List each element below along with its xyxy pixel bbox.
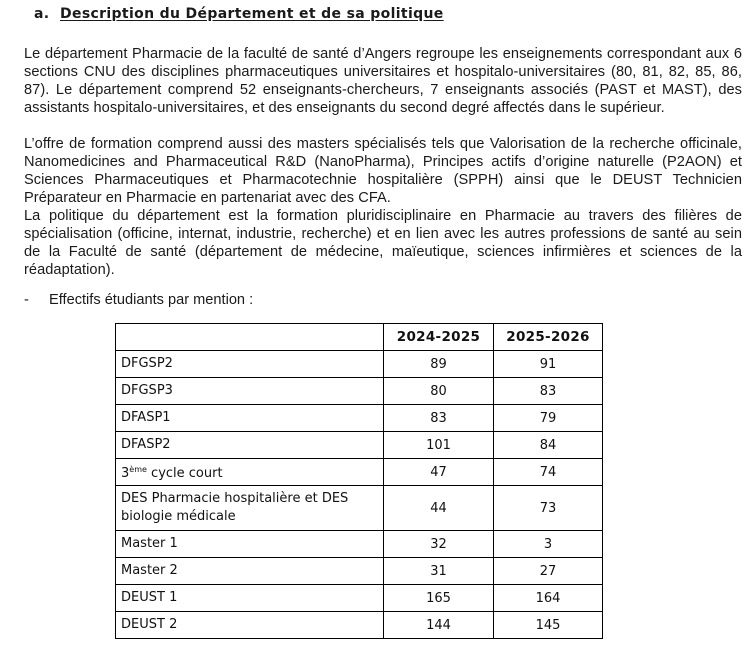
value-2025-2026: 164 [494,585,603,612]
header-cell-2025-2026: 2025-2026 [494,324,603,351]
section-number: a. [34,6,50,22]
bullet-marker: - [24,292,29,308]
paragraph-department-overview: Le département Pharmacie de la faculté de santé d’Angers regroupe les enseignements correspondant aux 6 sections CNU des disciplines pharmaceutiques universitaires et hospitalo-universitaires (80, 81, 82, 85, 86, 87). Le département comprend 52 enseignants-chercheurs, 7 enseignants associés (PAST et MAST), des assistants hospitalo-universitaires, et des enseignants du second degré affectés dans le supérieur. [24,46,742,116]
value-2025-2026: 73 [494,486,603,531]
table-row [116,459,603,486]
value-2025-2026: 79 [494,405,603,432]
value-2024-2025: 89 [384,351,494,378]
table-row [116,585,603,612]
paragraph-training-offer: L’offre de formation comprend aussi des masters spécialisés tels que Valorisation de la recherche officinale, Nanomedicines and Pharmaceutical R&D (NanoPharma), Principes actifs d’origine naturelle (P2AON) et Sciences Pharmaceutiques et Pharmacotechnie hospitalière (SPPH) ainsi que le DEUST Technicien Préparateur en Pharmacie en partenariat avec des CFA. [24,136,742,206]
section-heading [34,6,444,22]
value-2024-2025: 83 [384,405,494,432]
value-2025-2026: 83 [494,378,603,405]
value-2024-2025: 44 [384,486,494,531]
value-2024-2025: 32 [384,531,494,558]
value-2025-2026: 3 [494,531,603,558]
value-2024-2025: 31 [384,558,494,585]
row-label-rest: cycle court [146,466,223,481]
row-label: DFGSP2 [116,351,384,378]
value-2024-2025: 80 [384,378,494,405]
header-cell-label [116,324,384,351]
header-cell-2024-2025: 2024-2025 [384,324,494,351]
row-label: Master 2 [116,558,384,585]
row-label: DES Pharmacie hospitalière et DES biologie médicale [116,486,384,531]
student-enrollment-table [115,323,603,639]
bullet-item-effectifs [24,292,253,308]
value-2024-2025: 47 [384,459,494,486]
row-label: DEUST 1 [116,585,384,612]
table-row [116,432,603,459]
table-row [116,351,603,378]
table-row [116,405,603,432]
table-row [116,486,603,531]
row-label: DFASP1 [116,405,384,432]
row-label-superscript: ème [129,465,147,474]
row-label: DFASP2 [116,432,384,459]
value-2024-2025: 101 [384,432,494,459]
table-row [116,558,603,585]
value-2025-2026: 145 [494,612,603,639]
value-2024-2025: 165 [384,585,494,612]
table-header-row [116,324,603,351]
table-row [116,378,603,405]
bullet-text: Effectifs étudiants par mention : [49,292,254,308]
table-row [116,612,603,639]
row-label [116,459,384,486]
row-label-number: 3 [121,466,130,481]
value-2025-2026: 74 [494,459,603,486]
table-row [116,531,603,558]
value-2025-2026: 91 [494,351,603,378]
value-2024-2025: 144 [384,612,494,639]
row-label: DFGSP3 [116,378,384,405]
row-label: Master 1 [116,531,384,558]
section-title: Description du Département et de sa politique [60,6,444,22]
paragraph-department-policy: La politique du département est la formation pluridisciplinaire en Pharmacie au travers des filières de spécialisation (officine, internat, industrie, recherche) et en lien avec les autres professions de santé au sein de la Faculté de santé (département de médecine, maïeutique, sciences infirmières et sciences de la réadaptation). [24,208,742,278]
value-2025-2026: 27 [494,558,603,585]
value-2025-2026: 84 [494,432,603,459]
row-label: DEUST 2 [116,612,384,639]
